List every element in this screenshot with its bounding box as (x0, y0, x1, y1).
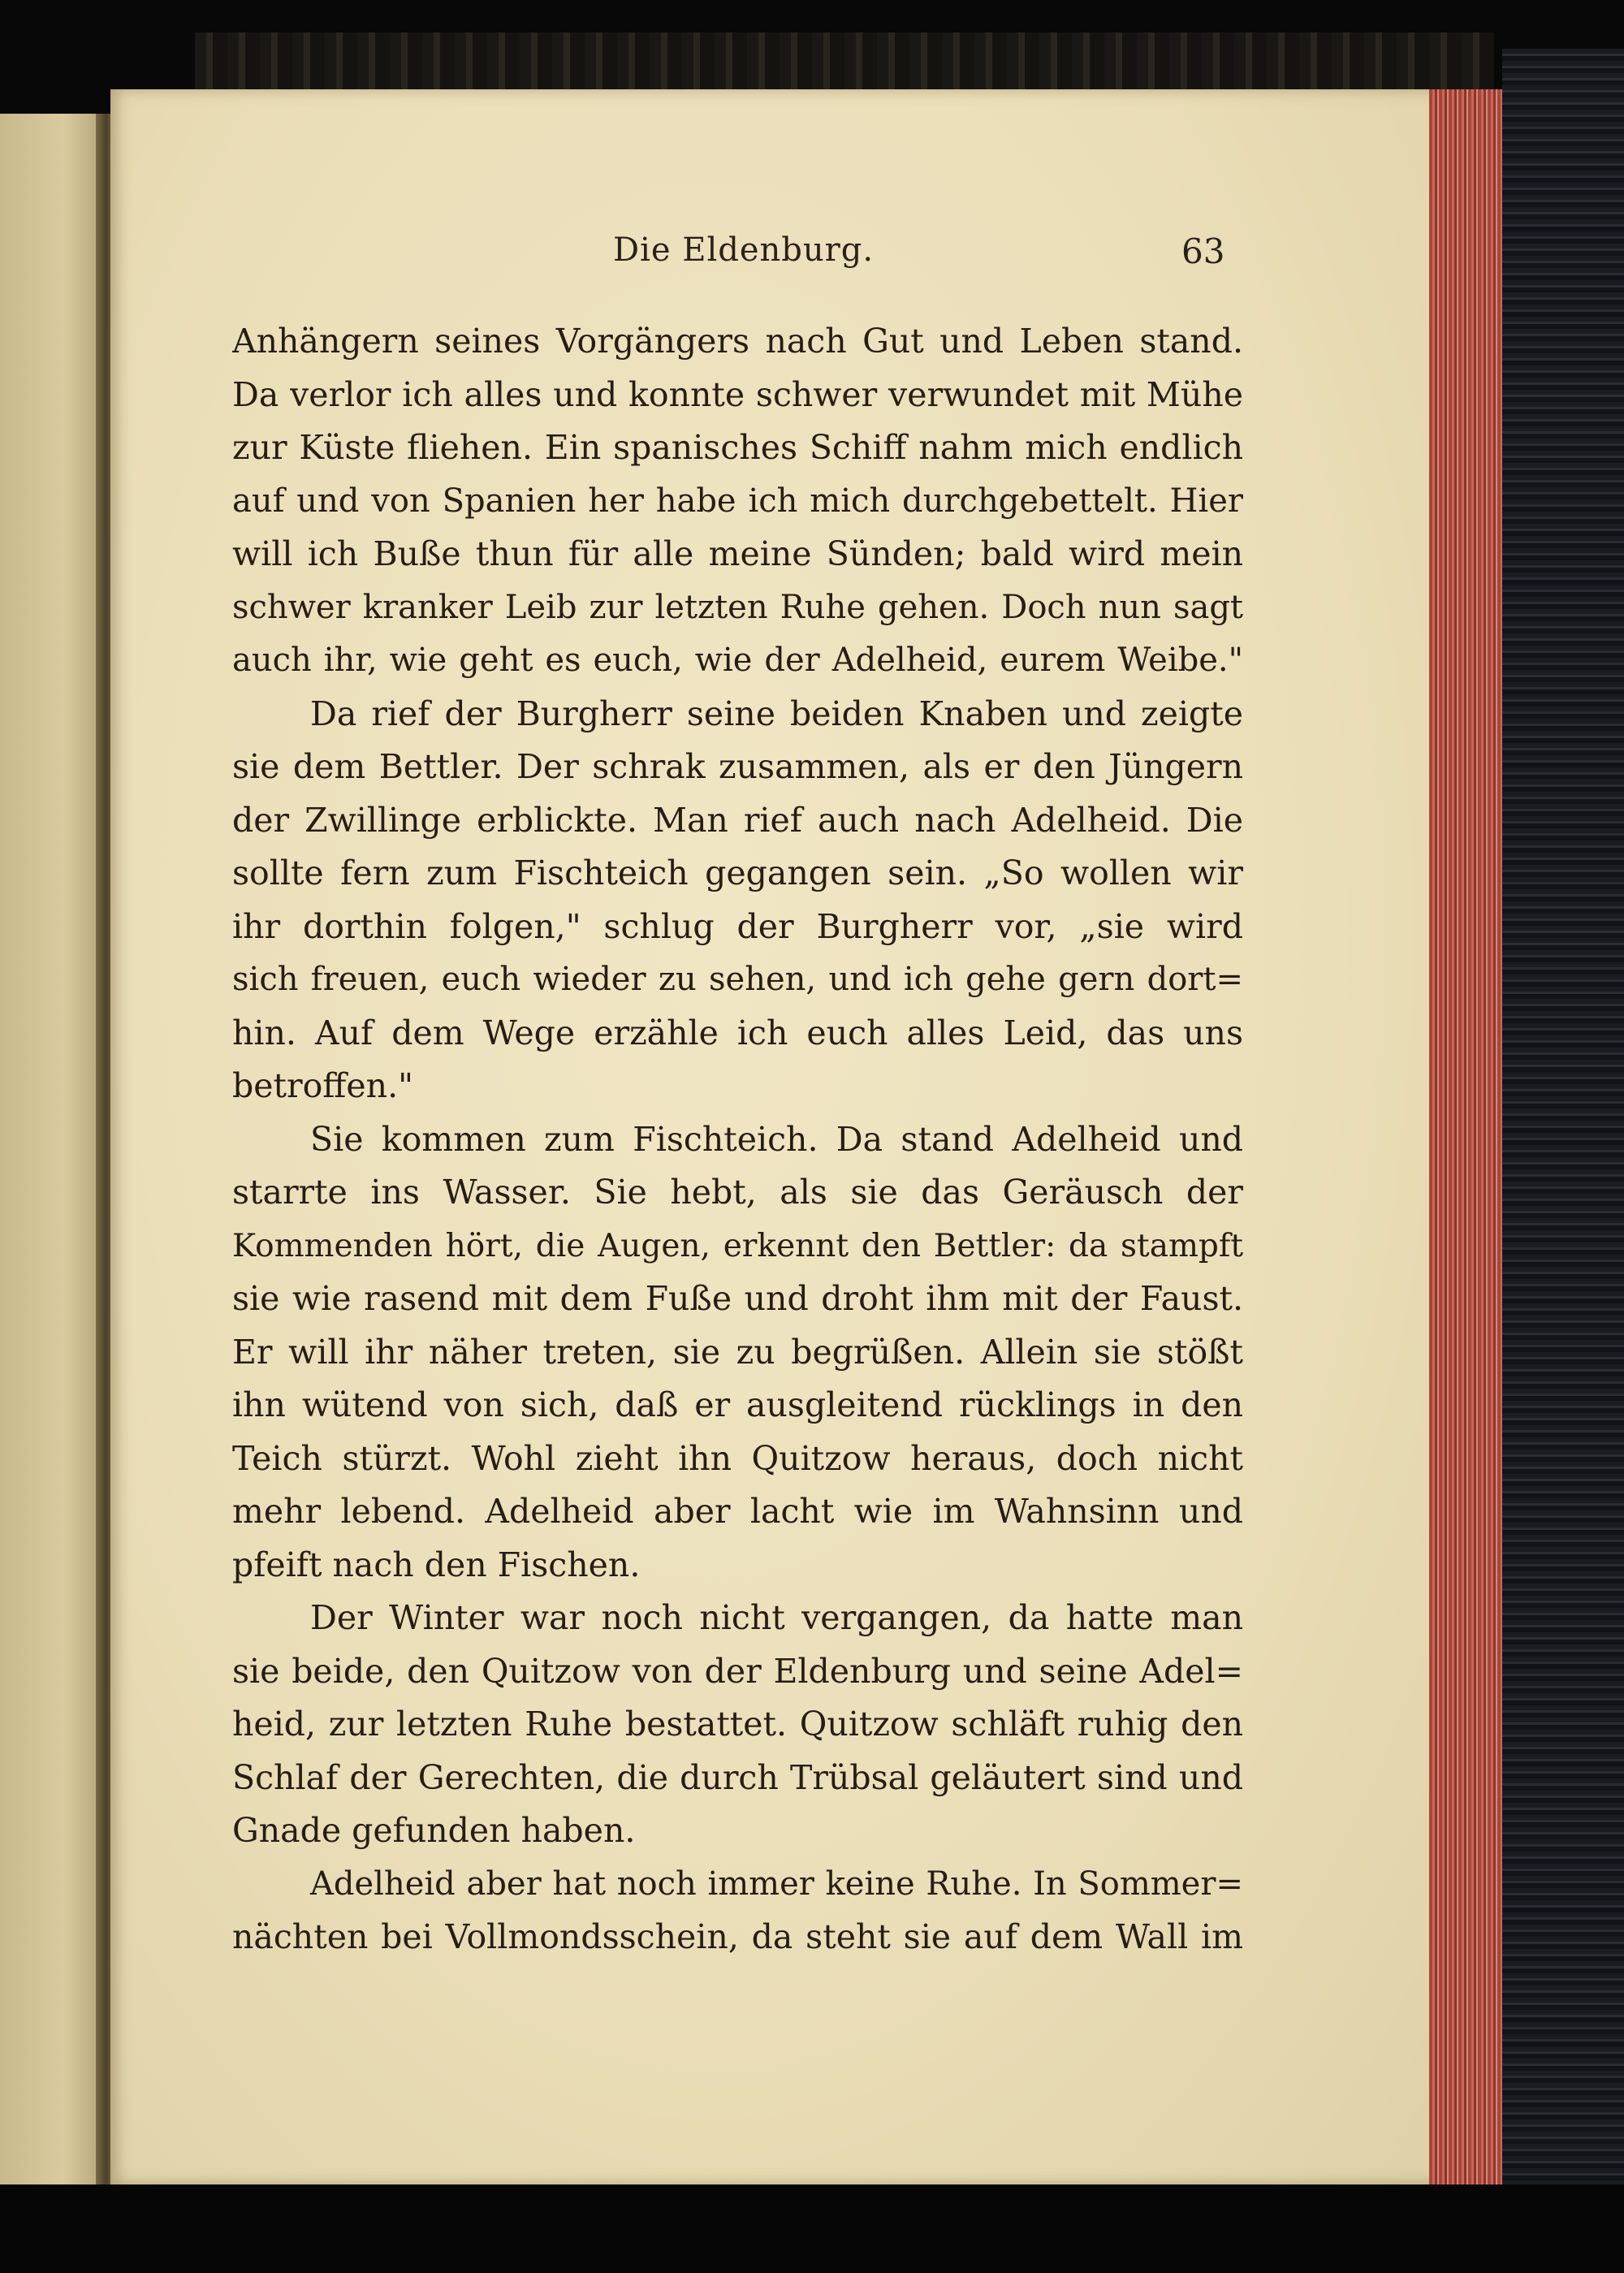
text-line: sich freuen, euch wieder zu sehen, und ich gehe gern dort= (232, 961, 1243, 998)
text-line: Teich stürzt. Wohl zieht ihn Quitzow heraus, doch nicht (232, 1438, 1243, 1478)
page-header (0, 231, 1624, 280)
text-line: nächten bei Vollmondsschein, da steht sie auf dem Wall im (232, 1917, 1243, 1956)
text-line: Gnade gefunden haben. (232, 1811, 636, 1850)
text-line: Da rief der Burgherr seine beiden Knaben und zeigte (310, 694, 1243, 733)
page-number: 63 (1181, 231, 1225, 271)
text-line: Sie kommen zum Fischteich. Da stand Adelheid und (310, 1119, 1243, 1159)
text-line: sollte fern zum Fischteich gegangen sein. „So wollen wir (232, 853, 1243, 892)
text-line: Er will ihr näher treten, sie zu begrüßen. Allein sie stößt (232, 1332, 1243, 1372)
text-line: sie dem Bettler. Der schrak zusammen, als er den Jüngern (232, 747, 1243, 786)
text-line: pfeift nach den Fischen. (232, 1545, 641, 1584)
running-title: Die Eldenburg. (613, 231, 875, 269)
text-line: auch ihr, wie geht es euch, wie der Adelheid, eurem Weibe." (232, 642, 1243, 679)
text-line: betroffen." (232, 1066, 413, 1105)
text-line: zur Küste fliehen. Ein spanisches Schiff nahm mich endlich (232, 428, 1243, 467)
body-text (232, 315, 1243, 1964)
text-line: Der Winter war noch nicht vergangen, da hatte man (310, 1598, 1243, 1637)
text-line: schwer kranker Leib zur letzten Ruhe gehen. Doch nun sagt (232, 588, 1243, 626)
text-line: starrte ins Wasser. Sie hebt, als sie das Geräusch der (232, 1173, 1243, 1212)
text-line: der Zwillinge erblickte. Man rief auch nach Adelheid. Die (232, 800, 1243, 840)
book-cover (1502, 49, 1624, 2201)
text-line: Kommenden hört, die Augen, erkennt den Bettler: da stampft (232, 1227, 1243, 1264)
text-line: will ich Buße thun für alle meine Sünden; bald wird mein (232, 534, 1243, 573)
text-line: Adelheid aber hat noch immer keine Ruhe. In Sommer= (310, 1865, 1243, 1903)
previous-page-edge (0, 114, 106, 2193)
text-line: Da verlor ich alles und konnte schwer verwundet mit Mühe (232, 374, 1243, 414)
text-line: Anhängern seines Vorgängers nach Gut und Leben stand. (232, 322, 1243, 361)
text-line: sie beide, den Quitzow von der Eldenburg und seine Adel= (232, 1651, 1243, 1691)
text-line: sie wie rasend mit dem Fuße und droht ihm mit der Faust. (232, 1279, 1243, 1318)
text-line: heid, zur letzten Ruhe bestattet. Quitzow schläft ruhig den (232, 1705, 1243, 1744)
page-edges (1429, 89, 1502, 2184)
text-line: ihr dorthin folgen," schlug der Burgherr vor, „sie wird (232, 906, 1243, 946)
background (0, 2184, 1624, 2273)
text-line: Schlaf der Gerechten, die durch Trübsal geläutert sind und (232, 1757, 1243, 1797)
text-line: ihn wütend von sich, daß er ausgleitend rücklings in den (232, 1385, 1243, 1424)
text-line: mehr lebend. Adelheid aber lacht wie im Wahnsinn und (232, 1492, 1243, 1531)
text-line: hin. Auf dem Wege erzähle ich euch alles Leid, das uns (232, 1013, 1243, 1052)
text-line: auf und von Spanien her habe ich mich durchgebettelt. Hier (232, 482, 1243, 520)
book-spine (195, 32, 1494, 97)
